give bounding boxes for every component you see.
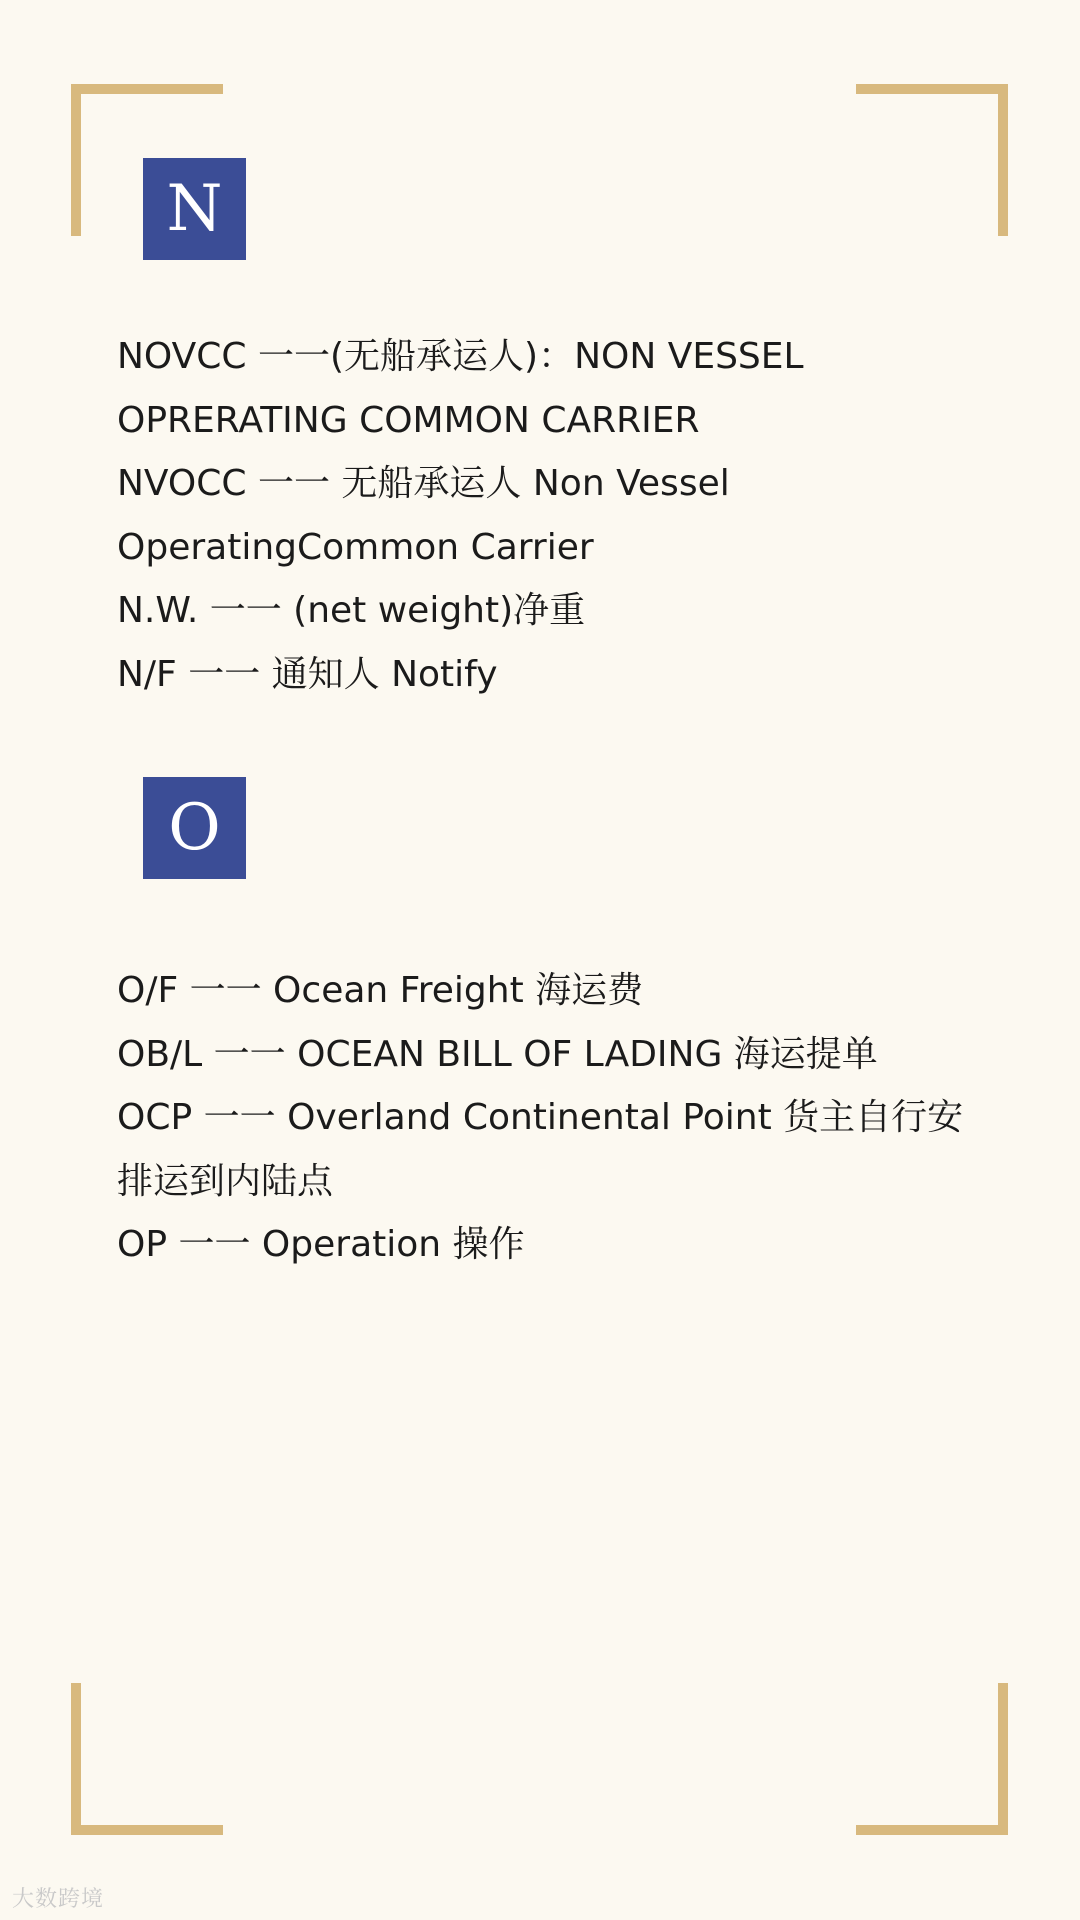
- entry-nvocc: NVOCC 一一 无船承运人 Non Vessel OperatingCommon Carrier: [117, 463, 730, 568]
- frame-corner-bottom-left: [71, 1683, 223, 1835]
- frame-corner-top-right: [856, 84, 1008, 236]
- section-n-letter-badge: N: [143, 158, 246, 260]
- entry-novcc: NOVCC 一一(无船承运人)：NON VESSEL OPRERATING COMMON CARRIER: [117, 336, 804, 441]
- entry-nf: N/F 一一 通知人 Notify: [117, 653, 498, 695]
- entry-ocp: OCP 一一 Overland Continental Point 货主自行安排运到内陆点: [117, 1097, 964, 1202]
- frame-corner-bottom-right: [856, 1683, 1008, 1835]
- section-n-entry-list: [117, 325, 997, 706]
- watermark-logo: 大数跨境: [12, 1887, 105, 1912]
- entry-nw: N.W. 一一 (net weight)净重: [117, 590, 586, 631]
- section-o-letter-badge: O: [143, 777, 246, 879]
- entry-of: O/F 一一 Ocean Freight 海运费: [117, 970, 644, 1011]
- entry-obl: OB/L 一一 OCEAN BILL OF LADING 海运提单: [117, 1033, 878, 1075]
- section-o-entry-list: [117, 959, 997, 1277]
- entry-op: OP 一一 Operation 操作: [117, 1224, 525, 1265]
